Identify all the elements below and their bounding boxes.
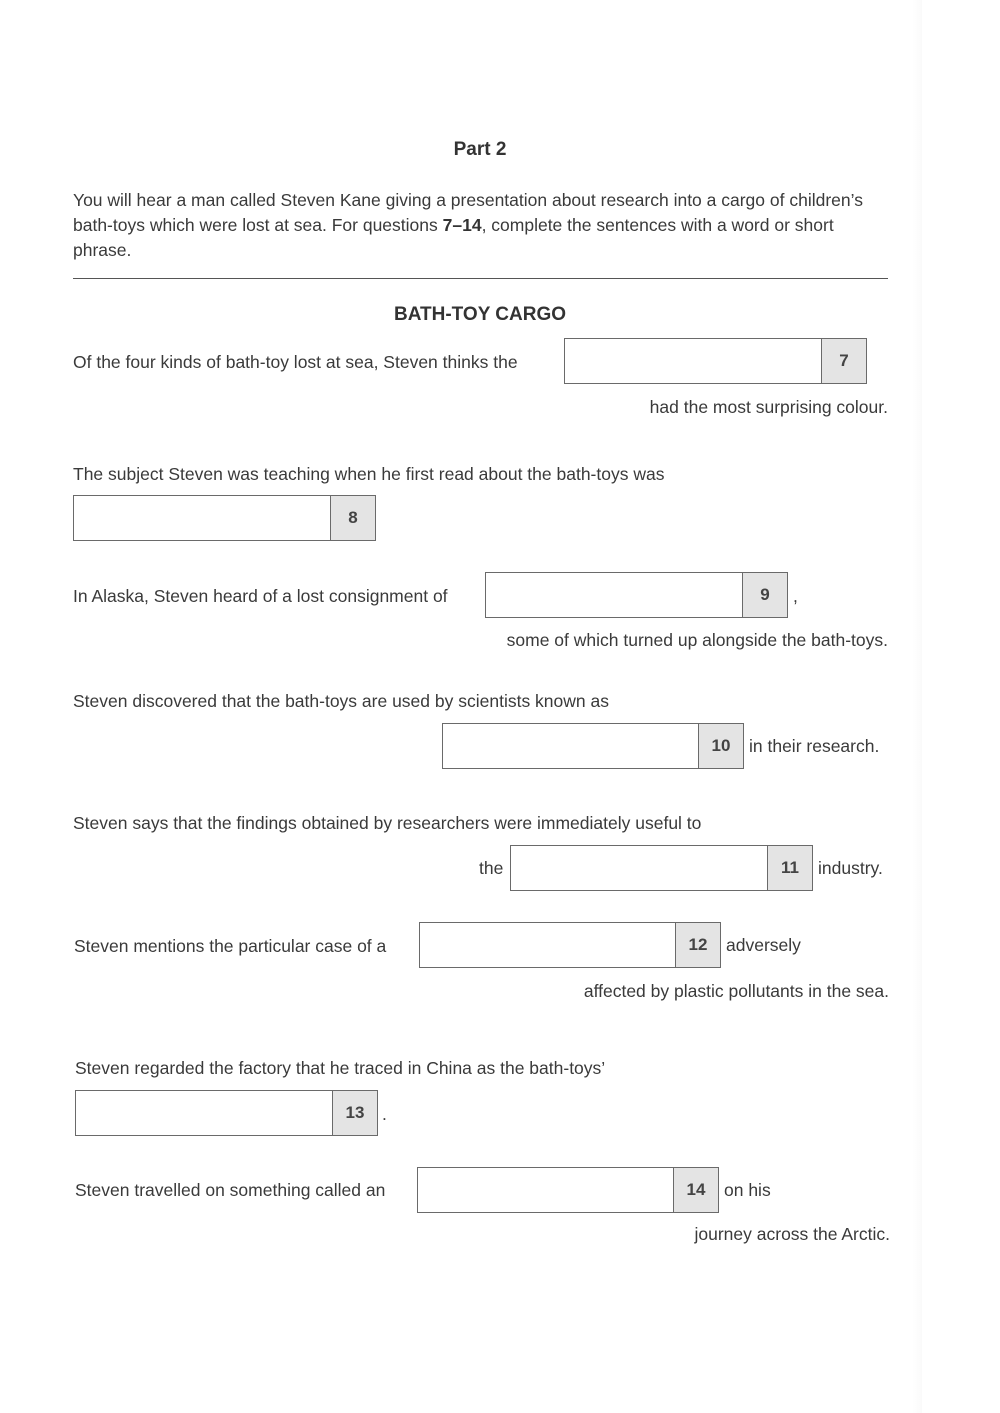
q12-answer-box[interactable] xyxy=(419,922,721,968)
q9-number: 9 xyxy=(742,573,787,617)
q9-text-after: some of which turned up alongside the bath-toys. xyxy=(506,630,888,650)
q8-text-before: The subject Steven was teaching when he first read about the bath-toys was xyxy=(73,464,665,484)
q9-text-before: In Alaska, Steven heard of a lost consignment of xyxy=(73,586,448,606)
divider-line xyxy=(73,278,888,279)
q12-text-after-line2: affected by plastic pollutants in the sea. xyxy=(583,981,889,1001)
q14-text-after: on his xyxy=(724,1180,771,1200)
q14-text-before: Steven travelled on something called an xyxy=(75,1180,386,1200)
q8-number: 8 xyxy=(330,496,375,540)
q10-number: 10 xyxy=(698,724,743,768)
q9-answer-box[interactable] xyxy=(485,572,788,618)
q11-answer-input[interactable] xyxy=(511,846,768,890)
instructions-text-end: , complete the sentences with a word or short phrase. xyxy=(73,215,834,260)
q14-answer-box[interactable] xyxy=(417,1167,719,1213)
q12-text-before: Steven mentions the particular case of a xyxy=(74,936,387,956)
q8-answer-input[interactable] xyxy=(74,496,331,540)
q11-number: 11 xyxy=(767,846,812,890)
q13-punctuation: . xyxy=(382,1104,387,1124)
page-edge-shading xyxy=(912,0,922,1413)
instructions xyxy=(73,188,888,263)
q14-number: 14 xyxy=(673,1168,718,1212)
q14-text-after-line2: journey across the Arctic. xyxy=(694,1224,890,1244)
q7-answer-box[interactable] xyxy=(564,338,867,384)
instructions-text-start: You will hear a man called Steven Kane giving a presentation about research into a cargo of children’s bath-toys which were lost at sea. For questions xyxy=(73,190,863,235)
q9-answer-input[interactable] xyxy=(486,573,743,617)
q14-answer-input[interactable] xyxy=(418,1168,674,1212)
q10-answer-box[interactable] xyxy=(442,723,744,769)
section-heading: BATH-TOY CARGO xyxy=(393,304,567,325)
q13-text-before: Steven regarded the factory that he traced in China as the bath-toys’ xyxy=(75,1058,606,1078)
question-range: 7–14 xyxy=(442,215,482,235)
q11-text-pre: the xyxy=(479,858,504,878)
q11-text-before: Steven says that the findings obtained by researchers were immediately useful to xyxy=(73,813,702,833)
q7-text-before: Of the four kinds of bath-toy lost at sea, Steven thinks the xyxy=(73,352,518,372)
q8-answer-box[interactable] xyxy=(73,495,376,541)
q10-text-after: in their research. xyxy=(749,736,880,756)
q12-text-after: adversely xyxy=(726,935,801,955)
q13-answer-box[interactable] xyxy=(75,1090,378,1136)
part-title: Part 2 xyxy=(453,139,507,160)
q11-answer-box[interactable] xyxy=(510,845,813,891)
q13-answer-input[interactable] xyxy=(76,1091,333,1135)
q12-answer-input[interactable] xyxy=(420,923,676,967)
q7-number: 7 xyxy=(821,339,866,383)
q11-text-after: industry. xyxy=(818,858,883,878)
q9-punctuation: , xyxy=(793,586,798,606)
q10-answer-input[interactable] xyxy=(443,724,699,768)
q10-text-before: Steven discovered that the bath-toys are used by scientists known as xyxy=(73,691,609,711)
q7-text-after: had the most surprising colour. xyxy=(649,397,888,417)
q13-number: 13 xyxy=(332,1091,377,1135)
q12-number: 12 xyxy=(675,923,720,967)
q7-answer-input[interactable] xyxy=(565,339,822,383)
